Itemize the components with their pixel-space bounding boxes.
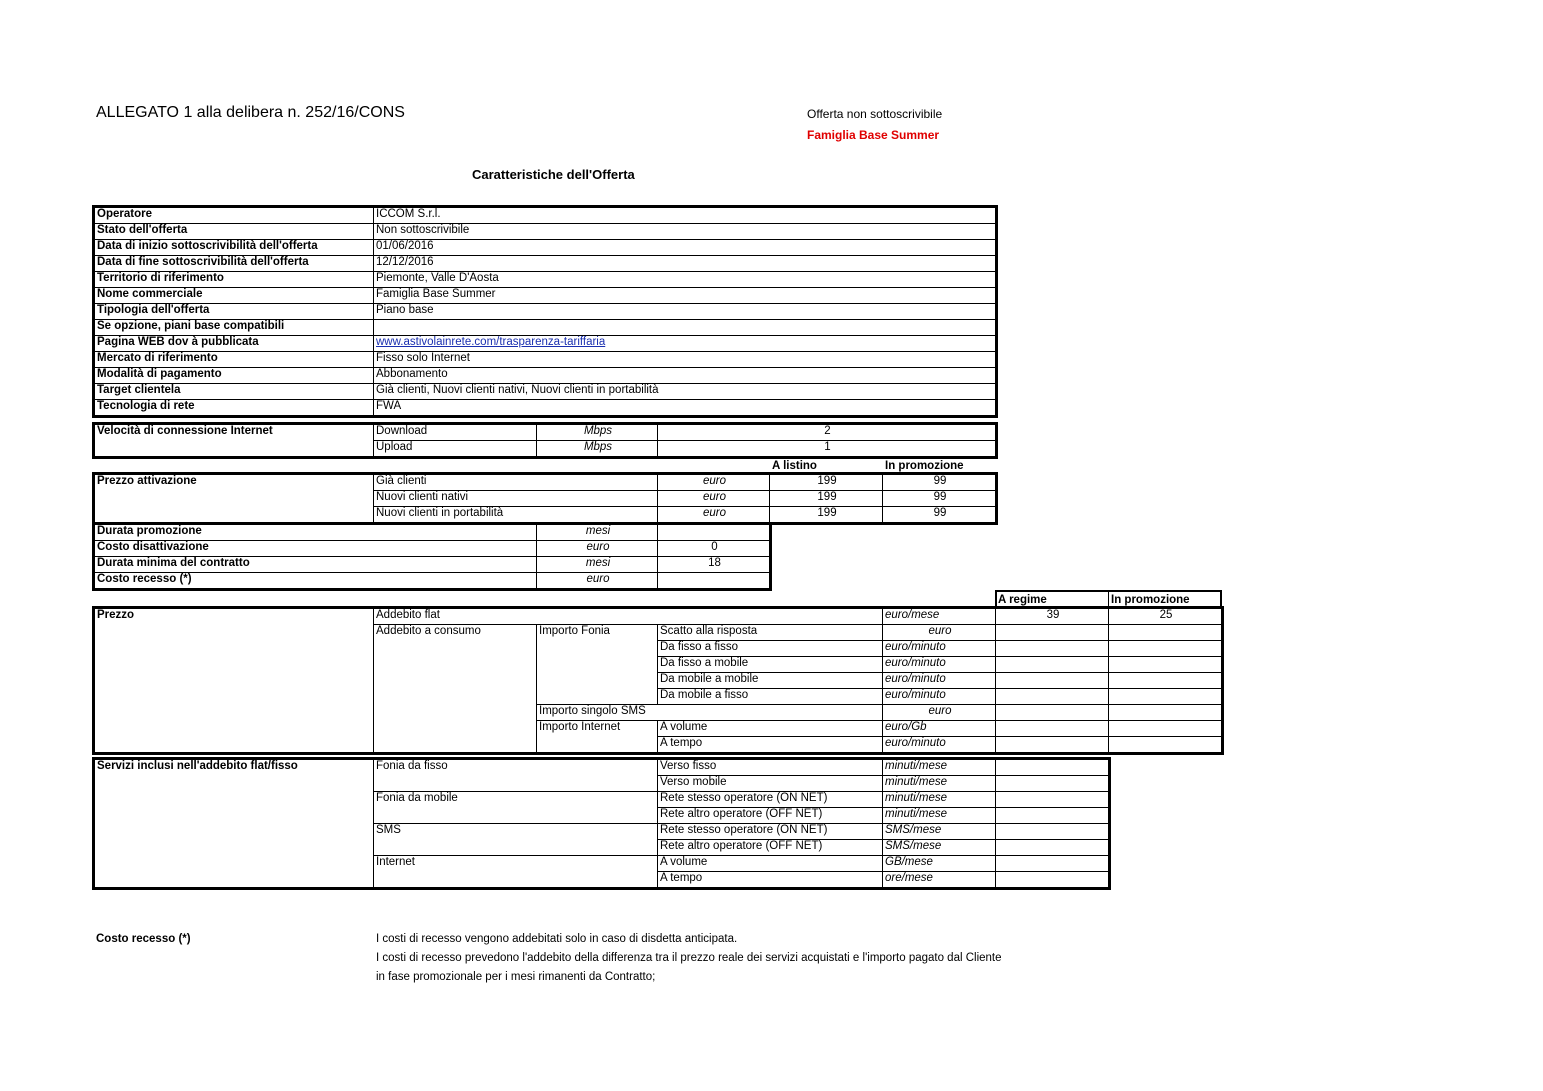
price-promo-cell: [1109, 721, 1222, 737]
services-value-cell: [996, 776, 1109, 792]
info-row: [95, 208, 996, 224]
services-row: [95, 760, 1109, 776]
info-value: Non sottoscrivibile: [374, 224, 996, 240]
price-flat-row: [95, 609, 1222, 625]
services-table: [94, 759, 1109, 888]
activation-unit: euro: [658, 491, 770, 507]
section-title: Caratteristiche dell'Offerta: [472, 167, 635, 182]
activation-listino: 199: [770, 475, 883, 491]
speed-label: Velocità di connessione Internet: [95, 425, 374, 457]
price-promo-cell: [1109, 657, 1222, 673]
speed-table: [94, 424, 996, 457]
price-fonia-item: Da mobile a mobile: [658, 673, 883, 689]
services-unit: SMS/mese: [883, 824, 996, 840]
info-label: Operatore: [95, 208, 374, 224]
duration-row: [95, 557, 770, 573]
price-regime-cell: [996, 705, 1109, 721]
services-item: Verso mobile: [658, 776, 883, 792]
activation-label: Prezzo attivazione: [95, 475, 374, 523]
speed-unit: Mbps: [537, 441, 658, 457]
price-promo-cell: [1109, 689, 1222, 705]
duration-label: Costo recesso (*): [95, 573, 537, 589]
price-header-border: [1220, 590, 1222, 608]
services-group-label: Fonia da mobile: [374, 792, 658, 824]
services-value-cell: [996, 840, 1109, 856]
activation-who: Nuovi clienti in portabilità: [374, 507, 658, 523]
price-fonia-unit: euro/minuto: [883, 689, 996, 705]
info-label: Stato dell'offerta: [95, 224, 374, 240]
info-label: Modalità di pagamento: [95, 368, 374, 384]
duration-label: Durata promozione: [95, 525, 537, 541]
durations-table: [94, 524, 770, 589]
duration-value: 18: [658, 557, 770, 573]
price-sms-unit: euro: [883, 705, 996, 721]
price-fonia-item: Da mobile a fisso: [658, 689, 883, 705]
price-regime-cell: [996, 657, 1109, 673]
duration-row: [95, 525, 770, 541]
price-promo-cell: [1109, 705, 1222, 721]
activation-col-listino: A listino: [772, 460, 817, 472]
services-value-cell: [996, 856, 1109, 872]
offer-status-note: Offerta non sottoscrivibile: [807, 107, 943, 121]
offer-info-table: [94, 207, 996, 416]
info-label: Se opzione, piani base compatibili: [95, 320, 374, 336]
duration-unit: euro: [537, 573, 658, 589]
info-label: Territorio di riferimento: [95, 272, 374, 288]
services-unit: SMS/mese: [883, 840, 996, 856]
info-row: [95, 336, 996, 352]
speed-value: 2: [658, 425, 996, 441]
duration-row: [95, 541, 770, 557]
services-item: A volume: [658, 856, 883, 872]
price-regime-cell: [996, 737, 1109, 753]
price-regime-cell: [996, 641, 1109, 657]
info-value: Famiglia Base Summer: [374, 288, 996, 304]
activation-listino: 199: [770, 507, 883, 523]
document-title: ALLEGATO 1 alla delibera n. 252/16/CONS: [96, 104, 405, 121]
info-label: Nome commerciale: [95, 288, 374, 304]
services-value-cell: [996, 792, 1109, 808]
info-label: Tipologia dell'offerta: [95, 304, 374, 320]
activation-row: [95, 475, 996, 491]
price-fonia-item: Scatto alla risposta: [658, 625, 883, 641]
services-group-label: SMS: [374, 824, 658, 856]
services-value-cell: [996, 808, 1109, 824]
footnote-line-2: I costi di recesso prevedono l'addebito della differenza tra il prezzo reale dei servizi acquistati e l'importo pagato dal Cliente: [376, 952, 1002, 964]
services-unit: ore/mese: [883, 872, 996, 888]
services-group-label: Internet: [374, 856, 658, 888]
price-table: [94, 608, 1222, 753]
price-header-border: [1108, 590, 1109, 608]
services-label: Servizi inclusi nell'addebito flat/fisso: [95, 760, 374, 888]
activation-promo: 99: [883, 475, 996, 491]
duration-unit: mesi: [537, 525, 658, 541]
info-value: Abbonamento: [374, 368, 996, 384]
info-value: FWA: [374, 400, 996, 416]
price-internet-unit: euro/minuto: [883, 737, 996, 753]
info-label: Mercato di riferimento: [95, 352, 374, 368]
info-value: 01/06/2016: [374, 240, 996, 256]
footnote-label: Costo recesso (*): [96, 933, 191, 945]
duration-value: 0: [658, 541, 770, 557]
info-value: [374, 320, 996, 336]
price-fonia-item: Da fisso a mobile: [658, 657, 883, 673]
footnote-line-3: in fase promozionale per i mesi rimanenti da Contratto;: [376, 971, 656, 983]
info-value: Piano base: [374, 304, 996, 320]
price-fonia-unit: euro/minuto: [883, 657, 996, 673]
services-item: Verso fisso: [658, 760, 883, 776]
services-value-cell: [996, 824, 1109, 840]
price-internet-label: Importo Internet: [537, 721, 658, 753]
services-unit: minuti/mese: [883, 792, 996, 808]
info-row: [95, 400, 996, 416]
info-row: [95, 320, 996, 336]
info-label: Data di inizio sottoscrivibilità dell'offerta: [95, 240, 374, 256]
price-flat-regime: 39: [996, 609, 1109, 625]
activation-who: Nuovi clienti nativi: [374, 491, 658, 507]
duration-unit: euro: [537, 541, 658, 557]
info-value: Fisso solo Internet: [374, 352, 996, 368]
activation-who: Già clienti: [374, 475, 658, 491]
activation-promo: 99: [883, 491, 996, 507]
price-header-border: [995, 590, 997, 608]
services-item: Rete altro operatore (OFF NET): [658, 840, 883, 856]
price-internet-item: A tempo: [658, 737, 883, 753]
info-label: Data di fine sottoscrivibilità dell'offerta: [95, 256, 374, 272]
info-value: ICCOM S.r.l.: [374, 208, 996, 224]
offer-name-heading: Famiglia Base Summer: [807, 128, 940, 142]
info-label: Tecnologia di rete: [95, 400, 374, 416]
price-internet-unit: euro/Gb: [883, 721, 996, 737]
duration-value: [658, 573, 770, 589]
services-item: Rete altro operatore (OFF NET): [658, 808, 883, 824]
services-unit: minuti/mese: [883, 808, 996, 824]
services-value-cell: [996, 760, 1109, 776]
info-value: Piemonte, Valle D'Aosta: [374, 272, 996, 288]
speed-unit: Mbps: [537, 425, 658, 441]
price-internet-item: A volume: [658, 721, 883, 737]
price-sms-label: Importo singolo SMS: [537, 705, 883, 721]
footnote-line-1: I costi di recesso vengono addebitati solo in caso di disdetta anticipata.: [376, 933, 738, 945]
duration-unit: mesi: [537, 557, 658, 573]
info-row: [95, 384, 996, 400]
info-row: [95, 256, 996, 272]
price-promo-cell: [1109, 673, 1222, 689]
price-fonia-label: Importo Fonia: [537, 625, 658, 705]
info-value: 12/12/2016: [374, 256, 996, 272]
price-flat-label: Addebito flat: [374, 609, 883, 625]
price-regime-cell: [996, 673, 1109, 689]
services-unit: minuti/mese: [883, 776, 996, 792]
activation-unit: euro: [658, 475, 770, 491]
info-row: [95, 288, 996, 304]
price-label: Prezzo: [95, 609, 374, 753]
speed-value: 1: [658, 441, 996, 457]
price-col-promo: In promozione: [1111, 594, 1190, 606]
services-group-label: Fonia da fisso: [374, 760, 658, 792]
info-row: [95, 240, 996, 256]
info-row: [95, 304, 996, 320]
info-row: [95, 368, 996, 384]
info-row: [95, 224, 996, 240]
price-consumo-label: Addebito a consumo: [374, 625, 537, 753]
activation-promo: 99: [883, 507, 996, 523]
services-unit: minuti/mese: [883, 760, 996, 776]
price-promo-cell: [1109, 625, 1222, 641]
price-flat-promo: 25: [1109, 609, 1222, 625]
price-fonia-unit: euro/minuto: [883, 673, 996, 689]
services-unit: GB/mese: [883, 856, 996, 872]
info-value: Già clienti, Nuovi clienti nativi, Nuovi clienti in portabilità: [374, 384, 996, 400]
price-col-regime: A regime: [998, 594, 1047, 606]
info-web-link[interactable]: www.astivolainrete.com/trasparenza-tariffaria: [374, 336, 996, 352]
price-fonia-item: Da fisso a fisso: [658, 641, 883, 657]
duration-row: [95, 573, 770, 589]
activation-table: [94, 474, 996, 523]
price-promo-cell: [1109, 641, 1222, 657]
info-label: Target clientela: [95, 384, 374, 400]
price-regime-cell: [996, 625, 1109, 641]
price-promo-cell: [1109, 737, 1222, 753]
speed-row-download: [95, 425, 996, 441]
price-fonia-unit: euro: [883, 625, 996, 641]
activation-col-promo: In promozione: [885, 460, 964, 472]
services-item: Rete stesso operatore (ON NET): [658, 824, 883, 840]
activation-listino: 199: [770, 491, 883, 507]
speed-dir: Upload: [374, 441, 537, 457]
services-item: Rete stesso operatore (ON NET): [658, 792, 883, 808]
price-regime-cell: [996, 689, 1109, 705]
duration-label: Durata minima del contratto: [95, 557, 537, 573]
info-label: Pagina WEB dov à pubblicata: [95, 336, 374, 352]
price-fonia-unit: euro/minuto: [883, 641, 996, 657]
info-row: [95, 352, 996, 368]
price-regime-cell: [996, 721, 1109, 737]
services-value-cell: [996, 872, 1109, 888]
activation-unit: euro: [658, 507, 770, 523]
price-flat-unit: euro/mese: [883, 609, 996, 625]
services-item: A tempo: [658, 872, 883, 888]
speed-dir: Download: [374, 425, 537, 441]
duration-label: Costo disattivazione: [95, 541, 537, 557]
info-row: [95, 272, 996, 288]
duration-value: [658, 525, 770, 541]
